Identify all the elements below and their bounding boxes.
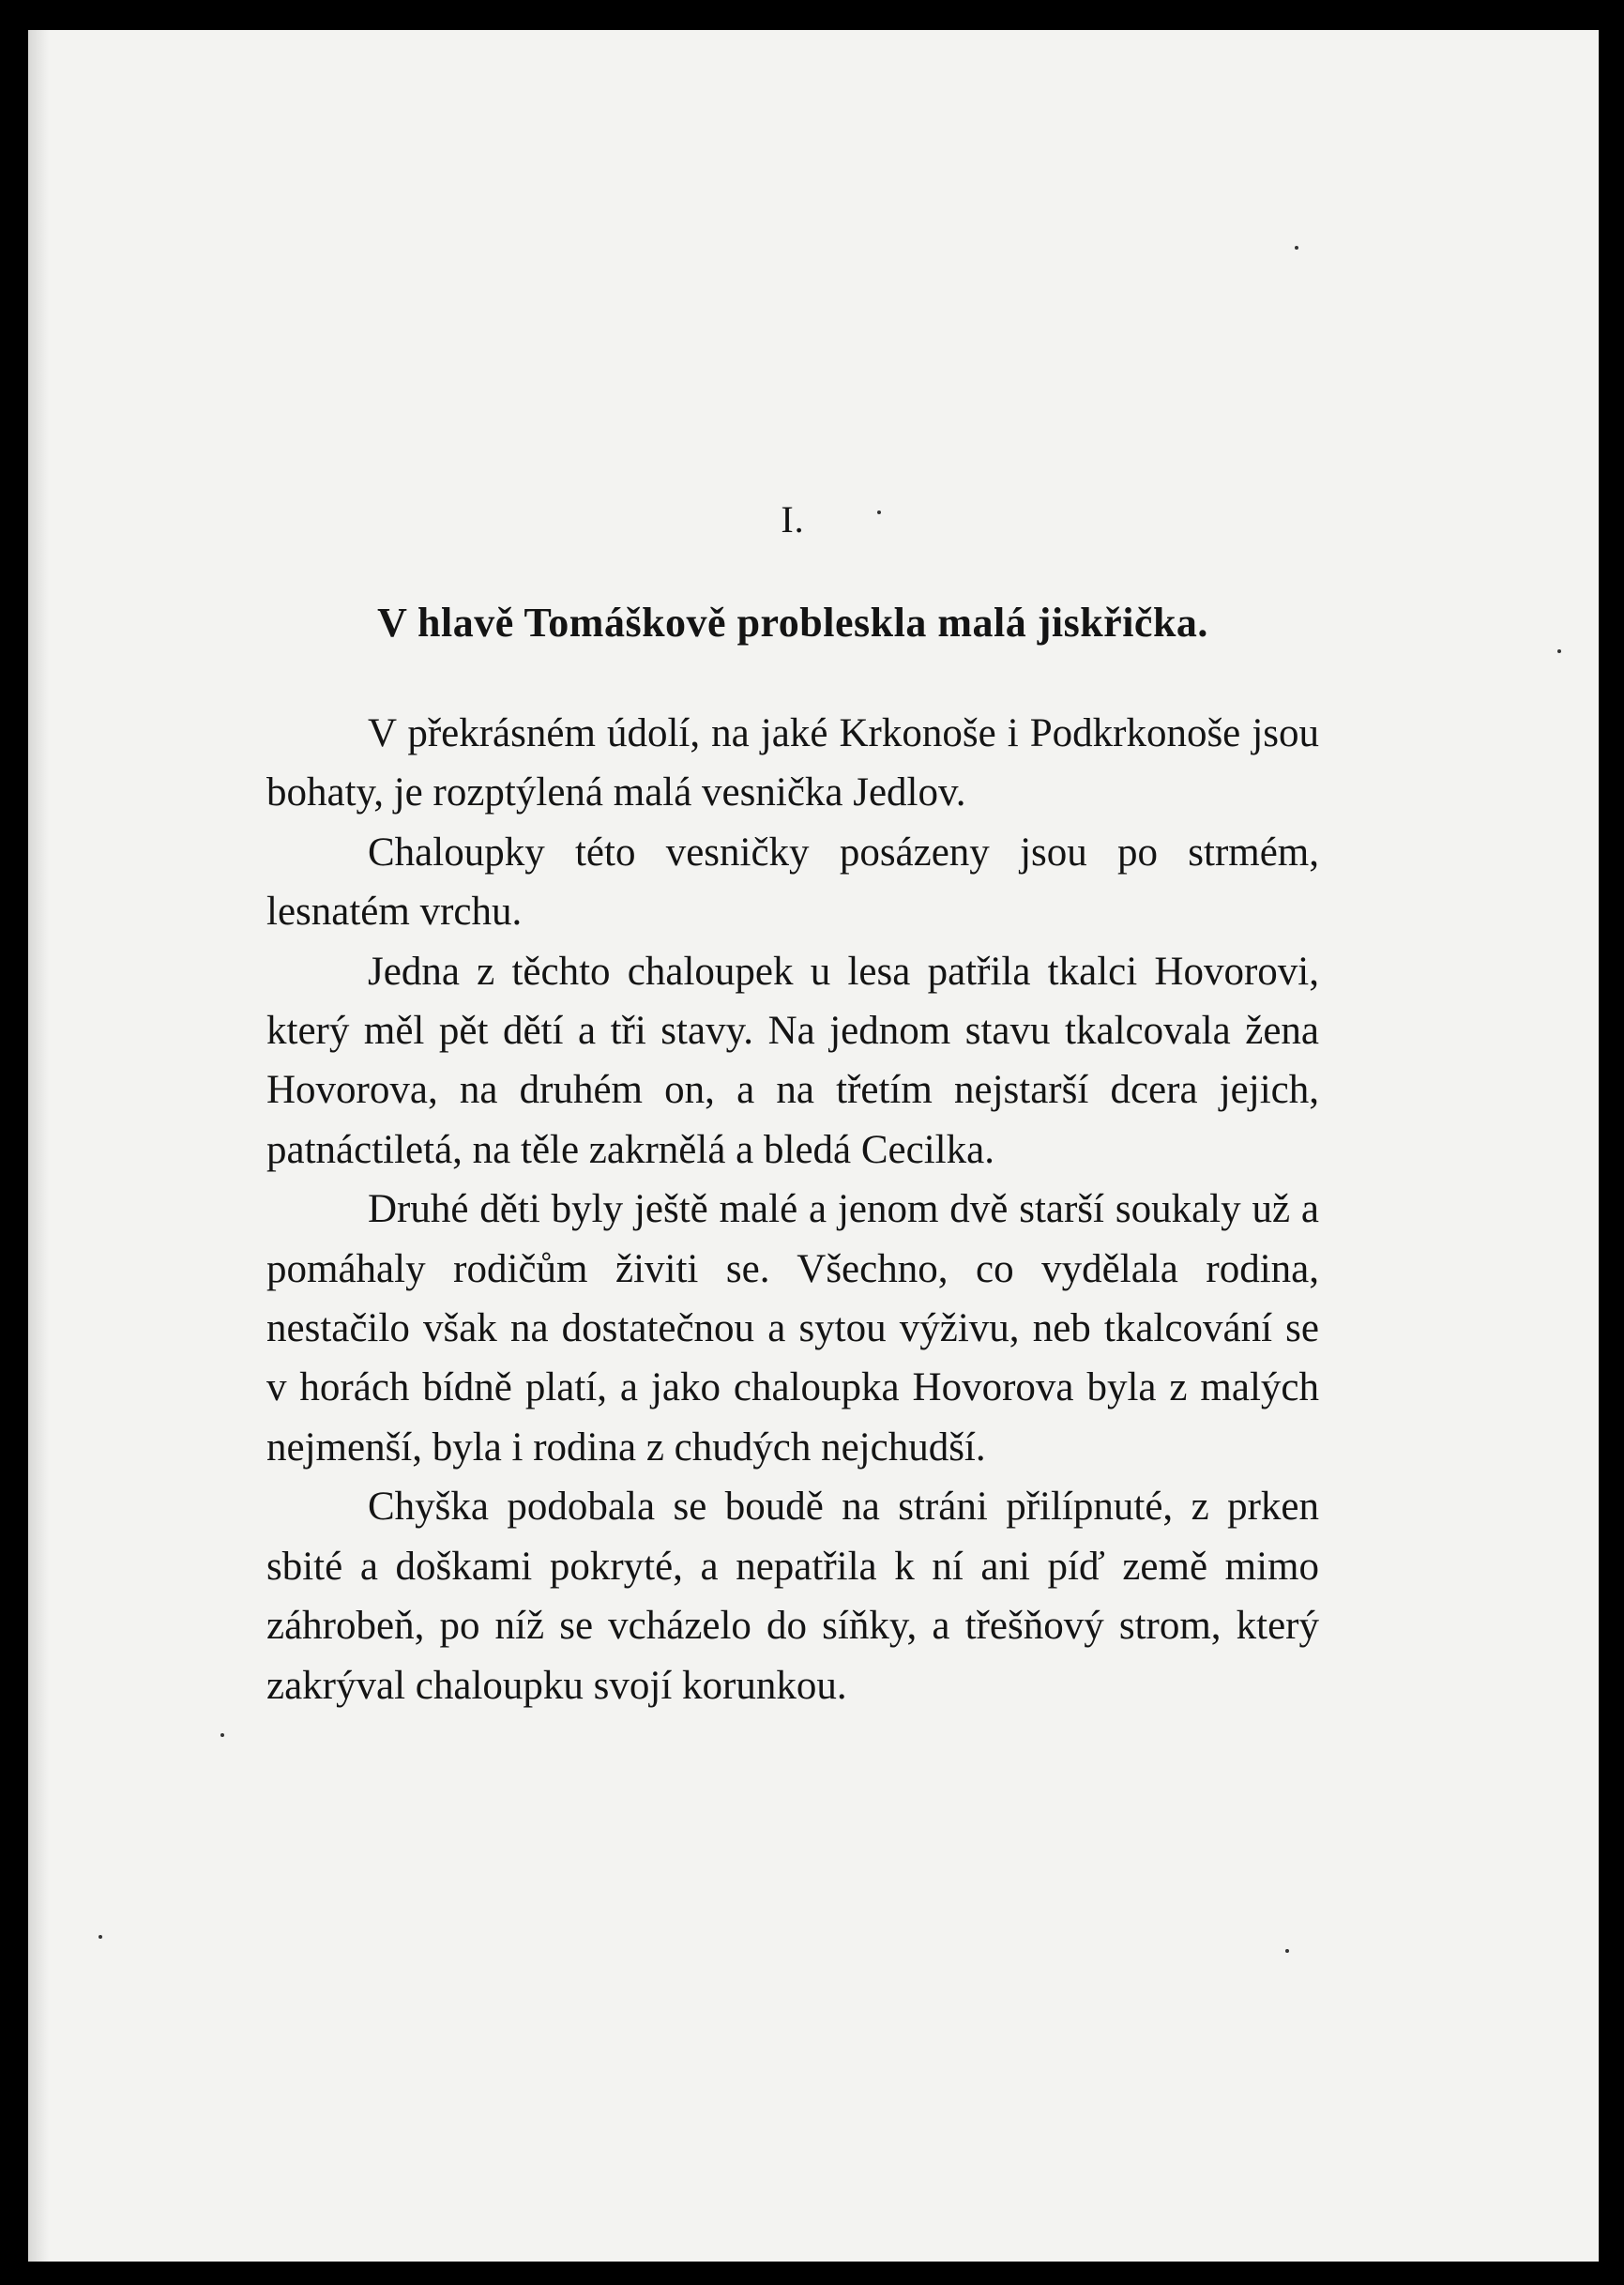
paragraph: Chaloupky této vesničky posázeny jsou po strmém, lesnatém vrchu.	[266, 830, 1319, 935]
paragraph: Jedna z těchto chaloupek u lesa patřila tkalci Hovorovi, který měl pět dětí a tři stavy. Na jednom stavu tkalcovala žena Hovorova, na druhém on, a na třetím nejstarší dcera jejich, patnáctiletá, na těle zakrnělá a bledá Cecilka.	[266, 949, 1319, 1172]
paper-speck	[1557, 649, 1561, 653]
book-page	[28, 30, 1599, 2262]
chapter-title: V hlavě Tomáškově probleskla malá jiskřička.	[377, 600, 1208, 646]
paper-speck	[220, 1733, 224, 1737]
paper-speck	[99, 1935, 102, 1939]
page-edge-shadow	[28, 30, 49, 2262]
chapter-number: I.	[781, 498, 805, 541]
paragraph: Druhé děti byly ještě malé a jenom dvě starší soukaly už a pomáhaly rodičům živiti se. Všechno, co vydělala rodina, nestačilo však na dostatečnou a sytou výživu, neb tkalcování se v horách bídně platí, a jako chaloupka Hovorova byla z malých nejmenší, byla i rodina z chudých nejchudší.	[266, 1187, 1319, 1470]
paragraph: Chyška podobala se boudě na stráni přilípnuté, z prken sbité a doškami pokryté, a nepatřila k ní ani píď země mimo záhrobeň, po níž se vcházelo do síňky, a třešňový strom, který zakrýval chaloupku svojí korunkou.	[266, 1485, 1319, 1708]
paper-speck	[1285, 1949, 1289, 1953]
page-text-block	[266, 499, 1319, 1715]
paper-speck	[1295, 246, 1298, 250]
paragraph: V překrásném údolí, na jaké Krkonoše i Podkrkonoše jsou bohaty, je rozptýlená malá vesnička Jedlov.	[266, 711, 1319, 815]
